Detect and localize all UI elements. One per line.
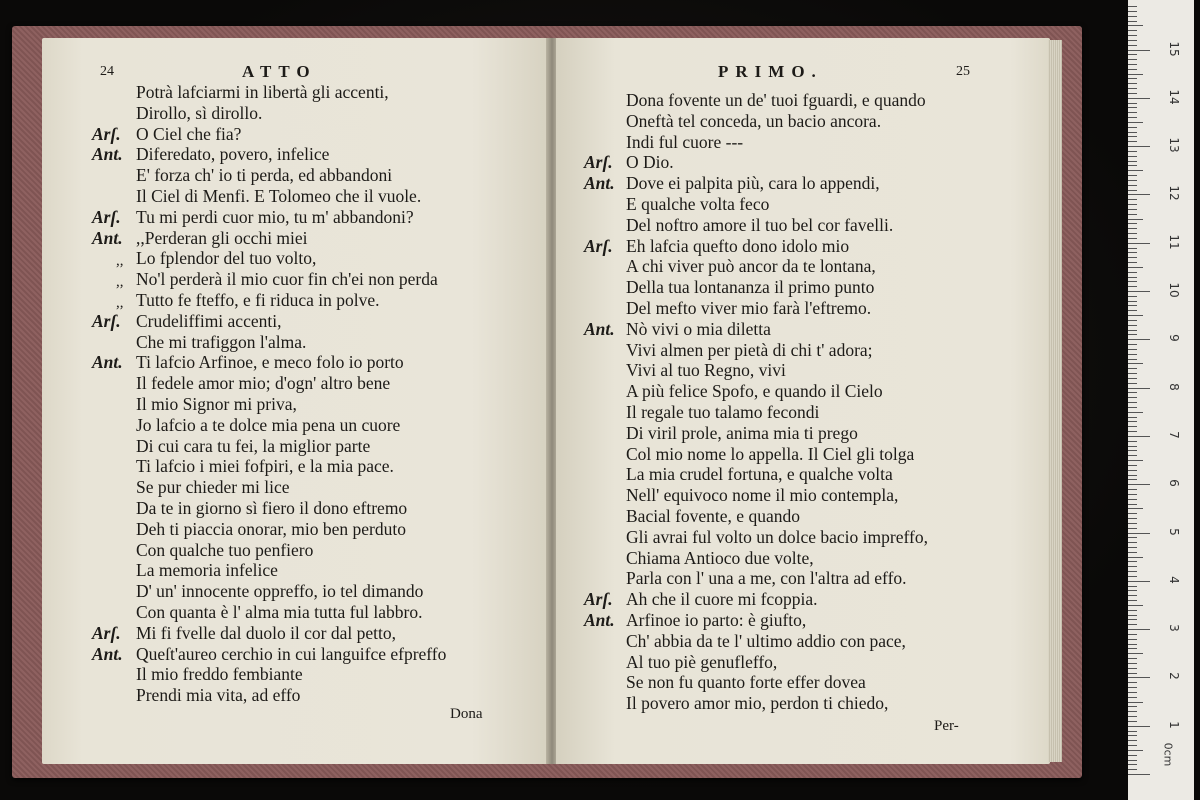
ruler-tick: [1128, 624, 1137, 625]
verse-line: Vivi al tuo Regno, vivi: [626, 360, 786, 381]
ruler-tick: [1128, 610, 1137, 611]
ruler-tick: [1128, 417, 1137, 418]
ruler-tick: [1128, 634, 1137, 635]
ruler-tick: [1128, 658, 1137, 659]
verse-line: Con qualche tuo penfiero: [136, 539, 314, 560]
ruler-tick: [1128, 446, 1137, 447]
verse-line: Chiama Antioco due volte,: [626, 547, 814, 568]
ruler-number: 1: [1167, 720, 1181, 729]
ruler-tick: [1128, 54, 1137, 55]
ruler-tick: [1128, 320, 1137, 321]
ruler-tick: [1128, 146, 1150, 147]
page-edges: [1048, 40, 1062, 762]
ruler-tick: [1128, 673, 1137, 674]
ruler-tick: [1128, 537, 1137, 538]
verse-line: E qualche volta feco: [626, 194, 770, 214]
ruler-number: 5: [1167, 527, 1181, 536]
ruler-tick: [1128, 238, 1137, 239]
verse-line: Eh lafcia quefto dono idolo mio: [626, 235, 850, 256]
verse-line: Crudeliffimi accenti,: [136, 310, 282, 331]
ruler-tick: [1128, 30, 1137, 31]
speaker-label: Arſ.: [584, 235, 613, 256]
verse-line: Col mio nome lo appella. Il Ciel gli tolga: [626, 443, 915, 464]
verse-line: Con quanta è l' alma mia tutta ful labbro.: [136, 602, 423, 622]
ruler-tick: [1128, 533, 1150, 534]
left-page-number: 24: [100, 64, 114, 79]
ruler-tick: [1128, 257, 1137, 258]
verse-line: E' forza ch' io ti perda, ed abbandoni: [136, 165, 393, 186]
ruler-tick: [1128, 711, 1137, 712]
ruler-tick: [1128, 165, 1137, 166]
ruler-tick: [1128, 402, 1137, 403]
ruler-tick: [1128, 64, 1137, 65]
ruler-number: 4: [1167, 575, 1181, 584]
ruler-tick: [1128, 697, 1137, 698]
verse-line: Mi fi fvelle dal duolo il cor dal petto,: [136, 622, 397, 643]
ruler-tick: [1128, 112, 1137, 113]
speaker-label: Ant.: [584, 610, 615, 630]
ruler-tick: [1128, 648, 1137, 649]
ruler-tick: [1128, 615, 1137, 616]
verse-line: Di viril prole, anima mia ti prego: [626, 422, 858, 443]
ruler-tick: [1128, 692, 1137, 693]
verse-line: La mia crudel fortuna, e qualche volta: [626, 464, 893, 485]
ruler-tick: [1128, 542, 1137, 543]
verse-line: Ah che il cuore mi fcoppia.: [626, 589, 818, 610]
ruler-tick: [1128, 706, 1137, 707]
right-page-number: 25: [956, 64, 970, 79]
ruler-tick: [1128, 513, 1137, 514]
ruler-tick: [1128, 595, 1137, 596]
speaker-label: Arſ.: [92, 206, 121, 227]
speaker-label: Arſ.: [92, 622, 121, 643]
ruler-tick: [1128, 436, 1150, 437]
verse-line: Parla con l' una a me, con l'altra ad effo.: [626, 568, 907, 589]
verse-line: Il fedele amor mio; d'ogn' altro bene: [136, 373, 391, 394]
verse-line: Jo lafcio a te dolce mia pena un cuore: [136, 414, 401, 435]
verse-line: Gli avrai ful volto un dolce bacio impreffo,: [626, 526, 928, 547]
verse-line: Da te in giorno sì fiero il dono eftremo: [136, 498, 408, 518]
right-page: [556, 38, 1050, 764]
ruler-tick: [1128, 431, 1137, 432]
ruler-tick: [1128, 74, 1143, 75]
ruler-tick: [1128, 653, 1143, 654]
speaker-label: Ant.: [92, 144, 123, 165]
ruler-number: 11: [1167, 234, 1181, 250]
verse-line: O Ciel che fia?: [136, 123, 242, 144]
ruler-tick: [1128, 547, 1137, 548]
ruler-tick: [1128, 774, 1150, 775]
ruler-tick: [1128, 508, 1143, 509]
quotation-mark: ,,: [116, 253, 124, 270]
ruler-number: 7: [1167, 431, 1181, 439]
verse-line: La memoria infelice: [136, 560, 278, 581]
ruler-tick: [1128, 156, 1137, 157]
ruler-tick: [1128, 16, 1137, 17]
ruler-tick: [1128, 682, 1137, 683]
ruler-tick: [1128, 412, 1143, 413]
ruler-tick: [1128, 639, 1137, 640]
ruler-tick: [1128, 479, 1137, 480]
speaker-label: Arſ.: [584, 589, 613, 610]
ruler-tick: [1128, 769, 1137, 770]
ruler-tick: [1128, 252, 1137, 253]
ruler-tick: [1128, 339, 1150, 340]
ruler-tick: [1128, 504, 1137, 505]
ruler-tick: [1128, 334, 1137, 335]
ruler-tick: [1128, 262, 1137, 263]
ruler-tick: [1128, 267, 1143, 268]
ruler-tick: [1128, 561, 1137, 562]
ruler-tick: [1128, 136, 1137, 137]
ruler-tick: [1128, 465, 1137, 466]
ruler-tick: [1128, 644, 1137, 645]
ruler-tick: [1128, 122, 1143, 123]
ruler-tick: [1128, 760, 1137, 761]
verse-line: Il Ciel di Menfi. E Tolomeo che il vuole.: [136, 186, 422, 206]
quotation-mark: ,,: [116, 274, 124, 291]
ruler-tick: [1128, 78, 1137, 79]
verse-line: Nò vivi o mia diletta: [626, 318, 771, 339]
verse-line: Vivi almen per pietà di chi t' adora;: [626, 339, 873, 360]
ruler-tick: [1128, 325, 1137, 326]
ruler-tick: [1128, 301, 1137, 302]
verse-line: O Dio.: [626, 152, 674, 173]
ruler-tick: [1128, 310, 1137, 311]
verse-line: D' un' innocente oppreffo, io tel dimando: [136, 581, 424, 602]
ruler-tick: [1128, 576, 1137, 577]
ruler-tick: [1128, 499, 1137, 500]
quotation-mark: ,,: [116, 295, 124, 311]
ruler-tick: [1128, 185, 1137, 186]
verse-line: Tutto fe fteffo, e fi riduca in polve.: [136, 290, 380, 310]
ruler-tick: [1128, 619, 1137, 620]
ruler-tick: [1128, 764, 1137, 765]
verse-line: Ti lafcio Arfinoe, e meco folo io porto: [136, 352, 404, 373]
ruler-tick: [1128, 35, 1137, 36]
ruler-tick: [1128, 750, 1143, 751]
right-catchword: Per-: [934, 718, 959, 734]
verse-line: Il mio Signor mi priva,: [136, 394, 297, 414]
verse-line: Il povero amor mio, perdon ti chiedo,: [626, 693, 889, 714]
ruler-tick: [1128, 581, 1150, 582]
ruler-tick: [1128, 272, 1137, 273]
verse-line: Dona fovente un de' tuoi fguardi, e quando: [626, 90, 926, 110]
right-running-header: PRIMO.: [718, 62, 823, 81]
ruler-tick: [1128, 702, 1143, 703]
verse-line: No'l perderà il mio cuor fin ch'ei non perda: [136, 269, 438, 290]
ruler-number: 14: [1167, 89, 1181, 105]
ruler-tick: [1128, 687, 1137, 688]
verse-line: Il regale tuo talamo fecondi: [626, 402, 820, 422]
ruler-tick: [1128, 161, 1137, 162]
verse-line: Della tua lontananza il primo punto: [626, 277, 875, 298]
ruler-tick: [1128, 107, 1137, 108]
speaker-label: Ant.: [92, 643, 123, 664]
speaker-label: Arſ.: [584, 152, 613, 173]
verse-line: Deh ti piaccia onorar, mio ben perduto: [136, 518, 406, 539]
ruler-tick: [1128, 755, 1137, 756]
speaker-label: Ant.: [584, 173, 615, 194]
ruler-tick: [1128, 518, 1137, 519]
ruler-unit-label: 0cm: [1161, 742, 1175, 767]
ruler-tick: [1128, 141, 1137, 142]
ruler-tick: [1128, 59, 1137, 60]
ruler-tick: [1128, 378, 1137, 379]
ruler-tick: [1128, 450, 1137, 451]
ruler-tick: [1128, 383, 1137, 384]
ruler-tick: [1128, 359, 1137, 360]
verse-line: A più felice Spofo, e quando il Cielo: [626, 381, 883, 402]
verse-line: Potrà lafciarmi in libertà gli accenti,: [136, 82, 389, 102]
verse-line: Se pur chieder mi lice: [136, 477, 290, 498]
ruler-tick: [1128, 600, 1137, 601]
verse-line: Dove ei palpita più, cara lo appendi,: [626, 173, 880, 194]
ruler-tick: [1128, 557, 1143, 558]
ruler-tick: [1128, 219, 1143, 220]
ruler-number: 12: [1167, 185, 1181, 202]
verse-line: Tu mi perdi cuor mio, tu m' abbandoni?: [136, 206, 414, 227]
ruler-tick: [1128, 69, 1137, 70]
ruler-tick: [1128, 88, 1137, 89]
speaker-label: Arſ.: [92, 310, 121, 331]
verse-line: Diferedato, povero, infelice: [136, 144, 330, 165]
ruler-tick: [1128, 470, 1137, 471]
ruler-tick: [1128, 199, 1137, 200]
measuring-ruler: [1128, 0, 1194, 800]
verse-line: Dirollo, sì dirollo.: [136, 102, 263, 123]
ruler-tick: [1128, 190, 1137, 191]
ruler-tick: [1128, 344, 1137, 345]
ruler-tick: [1128, 523, 1137, 524]
ruler-tick: [1128, 368, 1137, 369]
ruler-tick: [1128, 586, 1137, 587]
ruler-number: 9: [1167, 334, 1181, 343]
ruler-tick: [1128, 349, 1137, 350]
ruler-tick: [1128, 721, 1137, 722]
ruler-number: 15: [1167, 40, 1181, 57]
ruler-tick: [1128, 315, 1143, 316]
ruler-tick: [1128, 305, 1137, 306]
ruler-tick: [1128, 426, 1137, 427]
left-running-header: ATTO: [242, 62, 317, 81]
ruler-tick: [1128, 170, 1143, 171]
ruler-tick: [1128, 455, 1137, 456]
ruler-tick: [1128, 243, 1150, 244]
ruler-tick: [1128, 668, 1137, 669]
verse-line: Il mio freddo fembiante: [136, 664, 303, 685]
ruler-tick: [1128, 731, 1137, 732]
ruler-tick: [1128, 233, 1137, 234]
ruler-tick: [1128, 552, 1137, 553]
ruler-tick: [1128, 132, 1137, 133]
verse-line: A chi viver può ancor da te lontana,: [626, 256, 876, 277]
speaker-label: Arſ.: [92, 123, 121, 144]
verse-line: Prendi mia vita, ad effo: [136, 685, 301, 706]
verse-line: Arfinoe io parto: è giufto,: [626, 610, 807, 630]
ruler-tick: [1128, 83, 1137, 84]
ruler-tick: [1128, 21, 1137, 22]
ruler-tick: [1128, 248, 1137, 249]
left-page: [42, 38, 548, 764]
verse-line: Se non fu quanto forte effer dovea: [626, 672, 866, 693]
ruler-tick: [1128, 363, 1143, 364]
verse-line: Bacial fovente, e quando: [626, 506, 800, 526]
ruler-tick: [1128, 605, 1143, 606]
ruler-tick: [1128, 735, 1137, 736]
ruler-tick: [1128, 45, 1137, 46]
verse-line: Che mi trafiggon l'alma.: [136, 331, 307, 352]
ruler-tick: [1128, 180, 1137, 181]
ruler-tick: [1128, 528, 1137, 529]
verse-line: Indi ful cuore ---: [626, 131, 744, 152]
ruler-tick: [1128, 392, 1137, 393]
ruler-tick: [1128, 677, 1150, 678]
verse-line: ,,Perderan gli occhi miei: [136, 227, 308, 248]
ruler-tick: [1128, 214, 1137, 215]
ruler-tick: [1128, 330, 1137, 331]
ruler-tick: [1128, 590, 1137, 591]
ruler-tick: [1128, 745, 1137, 746]
ruler-tick: [1128, 291, 1150, 292]
verse-line: Lo fplendor del tuo volto,: [136, 248, 317, 269]
ruler-tick: [1128, 40, 1137, 41]
ruler-tick: [1128, 566, 1137, 567]
ruler-tick: [1128, 296, 1137, 297]
ruler-tick: [1128, 50, 1150, 51]
ruler-tick: [1128, 286, 1137, 287]
ruler-tick: [1128, 460, 1143, 461]
ruler-tick: [1128, 223, 1137, 224]
ruler-tick: [1128, 397, 1137, 398]
ruler-tick: [1128, 663, 1137, 664]
ruler-tick: [1128, 98, 1150, 99]
ruler-tick: [1128, 489, 1137, 490]
verse-line: Del mefto viver mio farà l'eftremo.: [626, 298, 872, 318]
ruler-tick: [1128, 103, 1137, 104]
verse-line: Queſt'aureo cerchio in cui languifce efpreffo: [136, 643, 447, 664]
ruler-tick: [1128, 151, 1137, 152]
verse-line: Di cui cara tu fei, la miglior parte: [136, 435, 371, 456]
ruler-tick: [1128, 740, 1137, 741]
verse-line: Al tuo piè genufleffo,: [626, 651, 778, 672]
verse-line: Ch' abbia da te l' ultimo addio con pace,: [626, 630, 906, 651]
ruler-tick: [1128, 228, 1137, 229]
verse-line: Oneftà tel conceda, un bacio ancora.: [626, 110, 882, 131]
ruler-tick: [1128, 388, 1150, 389]
ruler-tick: [1128, 117, 1137, 118]
ruler-number: 8: [1167, 382, 1181, 391]
ruler-tick: [1128, 421, 1137, 422]
ruler-tick: [1128, 6, 1137, 7]
verse-line: Ti lafcio i miei fofpiri, e la mia pace.: [136, 456, 394, 477]
ruler-number: 10: [1167, 282, 1181, 298]
ruler-tick: [1128, 93, 1137, 94]
ruler-tick: [1128, 373, 1137, 374]
verse-line: Nell' equivoco nome il mio contempla,: [626, 485, 899, 506]
ruler-tick: [1128, 25, 1143, 26]
ruler-tick: [1128, 209, 1137, 210]
ruler-tick: [1128, 726, 1150, 727]
ruler-tick: [1128, 277, 1137, 278]
ruler-tick: [1128, 354, 1137, 355]
ruler-tick: [1128, 194, 1150, 195]
ruler-tick: [1128, 716, 1137, 717]
speaker-label: Ant.: [92, 352, 123, 373]
speaker-label: Ant.: [584, 318, 615, 339]
verse-line: Del noftro amore il tuo bel cor favelli.: [626, 214, 894, 235]
ruler-tick: [1128, 494, 1137, 495]
ruler-tick: [1128, 484, 1150, 485]
ruler-tick: [1128, 127, 1137, 128]
ruler-tick: [1128, 629, 1150, 630]
ruler-number: 13: [1167, 137, 1181, 153]
ruler-tick: [1128, 441, 1137, 442]
ruler-tick: [1128, 11, 1137, 12]
ruler-number: 2: [1167, 672, 1181, 681]
left-catchword: Dona: [450, 706, 483, 722]
ruler-tick: [1128, 175, 1137, 176]
ruler-number: 3: [1167, 624, 1181, 632]
ruler-tick: [1128, 407, 1137, 408]
ruler-tick: [1128, 281, 1137, 282]
ruler-tick: [1128, 475, 1137, 476]
ruler-number: 6: [1167, 479, 1181, 487]
ruler-tick: [1128, 204, 1137, 205]
ruler-tick: [1128, 571, 1137, 572]
speaker-label: Ant.: [92, 227, 123, 248]
